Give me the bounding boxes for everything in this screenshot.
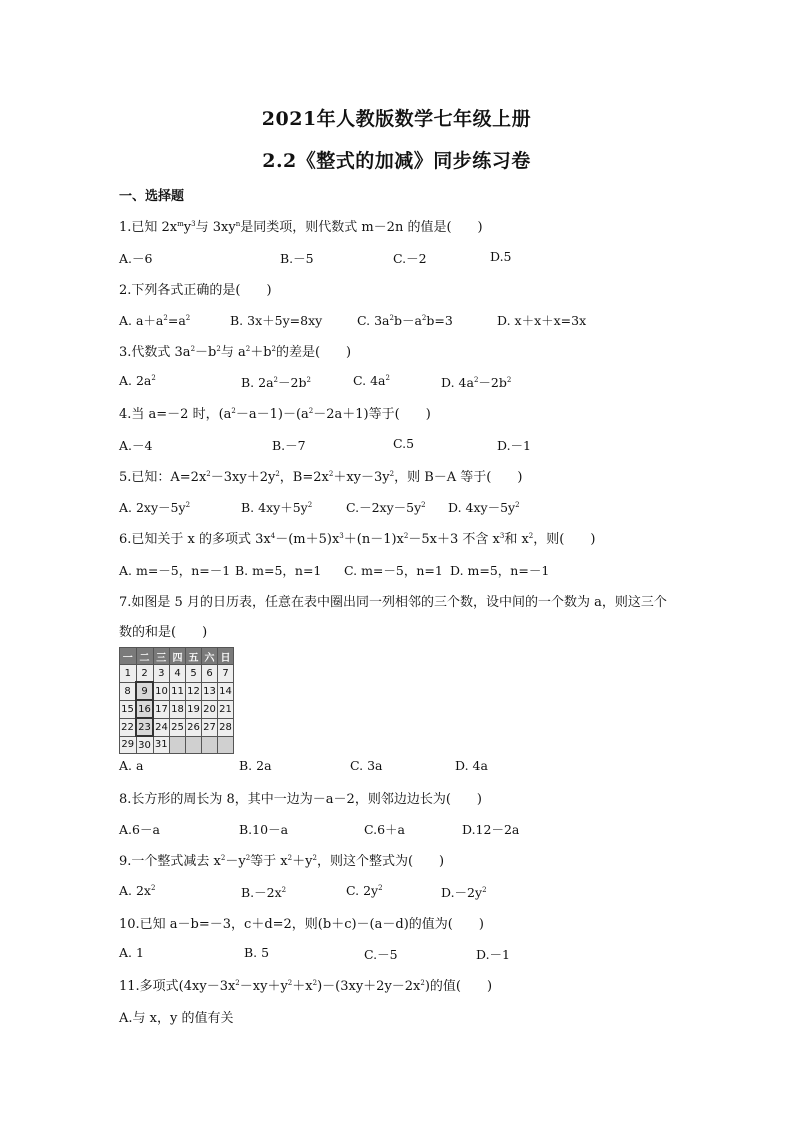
calendar-header-cell: 日 (218, 648, 234, 665)
q3-option-c: C. $4a^2$ (353, 373, 390, 388)
question-11: 11.多项式$(4xy-3x^2-xy+y^2+x^2)-(3xy+2y-2x^2)$的值( ) (119, 979, 493, 994)
q5-option-a: A. $2xy-5y^2$ (119, 500, 191, 515)
calendar-cell: 31 (153, 736, 170, 754)
calendar-cell-circled: 9 (136, 682, 153, 700)
q6-option-c: C. m=－5，n=1 (344, 563, 443, 578)
calendar-cell-empty (202, 736, 218, 754)
calendar-cell: 6 (202, 665, 218, 683)
calendar-cell: 29 (120, 736, 137, 754)
calendar-row (120, 700, 234, 718)
q8-option-c: C.6＋a (364, 822, 405, 837)
q8-option-d: D.12－2a (462, 822, 520, 837)
question-9: 9.一个整式减去 $x^2-y^2$等于 $x^2+y^2$，则这个整式为( ) (119, 854, 445, 869)
calendar-cell-empty (186, 736, 202, 754)
q1-option-d: D.5 (490, 249, 512, 264)
calendar-cell: 20 (202, 700, 218, 718)
calendar-cell-circled: 23 (136, 718, 153, 736)
question-4: 4.当 a=－2 时，$(a^2-a-1)-(a^2-2a+1)$等于( ) (119, 407, 431, 422)
q3-option-a: A. $2a^2$ (119, 373, 156, 388)
calendar-cell: 10 (153, 682, 170, 700)
calendar-cell: 26 (186, 718, 202, 736)
q4-option-a: A.－4 (119, 438, 153, 453)
q3-option-d: D. $4a^2-2b^2$ (441, 375, 512, 390)
calendar-cell: 25 (170, 718, 186, 736)
calendar-cell: 19 (186, 700, 202, 718)
question-3: 3.代数式 $3a^2-b^2$与 $a^2+b^2$的差是( ) (119, 345, 352, 360)
question-6: 6.已知关于 x 的多项式 $3x^4-(m+5)x^3+(n-1)x^2-5x+3$ 不含 $x^3$和 $x^2$，则( ) (119, 532, 596, 547)
q9-option-a: A. $2x^2$ (119, 883, 156, 898)
q6-option-d: D. m=5，n=－1 (450, 563, 550, 578)
calendar-cell: 13 (202, 682, 218, 700)
question-1: 1.已知 $2x^my^3$与 $3xy^n$是同类项，则代数式 m－2n 的值是( ) (119, 220, 483, 235)
calendar-header-row (120, 648, 234, 665)
calendar-cell-circled: 16 (136, 700, 153, 718)
section-heading: 一、选择题 (119, 189, 185, 204)
calendar-cell: 2 (136, 665, 153, 683)
calendar-cell-empty (170, 736, 186, 754)
question-8: 8.长方形的周长为 8，其中一边为－a－2，则邻边边长为( ) (119, 792, 482, 807)
q10-option-a: A. 1 (119, 945, 144, 960)
calendar-header-cell: 三 (153, 648, 170, 665)
calendar-row (120, 682, 234, 700)
q10-option-b: B. 5 (244, 945, 270, 960)
calendar-cell: 27 (202, 718, 218, 736)
calendar-cell: 17 (153, 700, 170, 718)
q10-option-d: D.－1 (476, 947, 511, 962)
q1-option-c: C.－2 (393, 251, 427, 266)
q7-option-a: A. a (119, 758, 144, 773)
q4-option-b: B.－7 (272, 438, 306, 453)
q8-option-b: B.10－a (239, 822, 289, 837)
question-5: 5.已知：$A=2x^2-3xy+2y^2$，$B=2x^2+xy-3y^2$，则 B－A 等于( ) (119, 470, 523, 485)
q10-option-c: C.－5 (364, 947, 398, 962)
calendar-cell: 30 (136, 736, 153, 754)
title-line-1: 2021年人教版数学七年级上册 (261, 108, 532, 130)
q4-option-d: D.－1 (497, 438, 532, 453)
q7-option-b: B. 2a (239, 758, 272, 773)
calendar-cell: 11 (170, 682, 186, 700)
question-7-line-1: 7.如图是 5 月的日历表，任意在表中圈出同一列相邻的三个数，设中间的一个数为 a，则这三个 (119, 595, 667, 610)
calendar-cell: 8 (120, 682, 137, 700)
q6-option-a: A. m=－5，n=－1 (119, 563, 231, 578)
q8-option-a: A.6－a (119, 822, 160, 837)
calendar-cell: 22 (120, 718, 137, 736)
calendar-cell: 7 (218, 665, 234, 683)
calendar-cell: 15 (120, 700, 137, 718)
calendar-header-cell: 一 (120, 648, 137, 665)
question-10: 10.已知 a－b=－3，c＋d=2，则(b＋c)－(a－d)的值为( ) (119, 917, 484, 932)
q5-option-c: $C.-2xy-5y^2$ (346, 500, 426, 515)
q6-option-b: B. m=5，n=1 (235, 563, 322, 578)
title-line-2: 2.2《整式的加减》同步练习卷 (262, 150, 531, 172)
q5-option-d: D. $4xy-5y^2$ (448, 500, 520, 515)
q9-option-d: $D.-2y^2$ (441, 885, 487, 900)
calendar-header-cell: 四 (170, 648, 186, 665)
q2-option-b: B. 3x＋5y=8xy (230, 313, 323, 328)
calendar-header-cell: 二 (136, 648, 153, 665)
q4-option-c: C.5 (393, 436, 415, 451)
q7-option-c: C. 3a (350, 758, 383, 773)
calendar-cell: 18 (170, 700, 186, 718)
calendar-cell: 12 (186, 682, 202, 700)
q9-option-c: C. $2y^2$ (346, 883, 383, 898)
question-7-line-2: 数的和是( ) (119, 625, 208, 640)
q5-option-b: B. $4xy+5y^2$ (241, 500, 313, 515)
q1-option-a: A.－6 (119, 251, 153, 266)
calendar-cell: 5 (186, 665, 202, 683)
q3-option-b: B. $2a^2-2b^2$ (241, 375, 311, 390)
q9-option-b: $B.-2x^2$ (241, 885, 287, 900)
calendar-cell: 28 (218, 718, 234, 736)
q7-option-d: D. 4a (455, 758, 488, 773)
q2-option-c: C. $3a^2b-a^2b=3$ (357, 313, 453, 328)
calendar-header-cell: 五 (186, 648, 202, 665)
calendar-row (120, 736, 234, 754)
q2-option-d: D. x＋x＋x=3x (497, 313, 587, 328)
calendar-cell: 3 (153, 665, 170, 683)
calendar-row (120, 718, 234, 736)
calendar-cell-empty (218, 736, 234, 754)
q11-option-a: A.与 x，y 的值有关 (119, 1011, 234, 1026)
q2-option-a: A. $a+a^2=a^2$ (119, 313, 191, 328)
q1-option-b: B.－5 (280, 251, 314, 266)
calendar-cell: 21 (218, 700, 234, 718)
calendar-cell: 24 (153, 718, 170, 736)
calendar-row (120, 665, 234, 683)
calendar-cell: 4 (170, 665, 186, 683)
question-2: 2.下列各式正确的是( ) (119, 283, 272, 298)
calendar-cell: 14 (218, 682, 234, 700)
calendar-table (119, 647, 234, 754)
calendar-header-cell: 六 (202, 648, 218, 665)
calendar-cell: 1 (120, 665, 137, 683)
